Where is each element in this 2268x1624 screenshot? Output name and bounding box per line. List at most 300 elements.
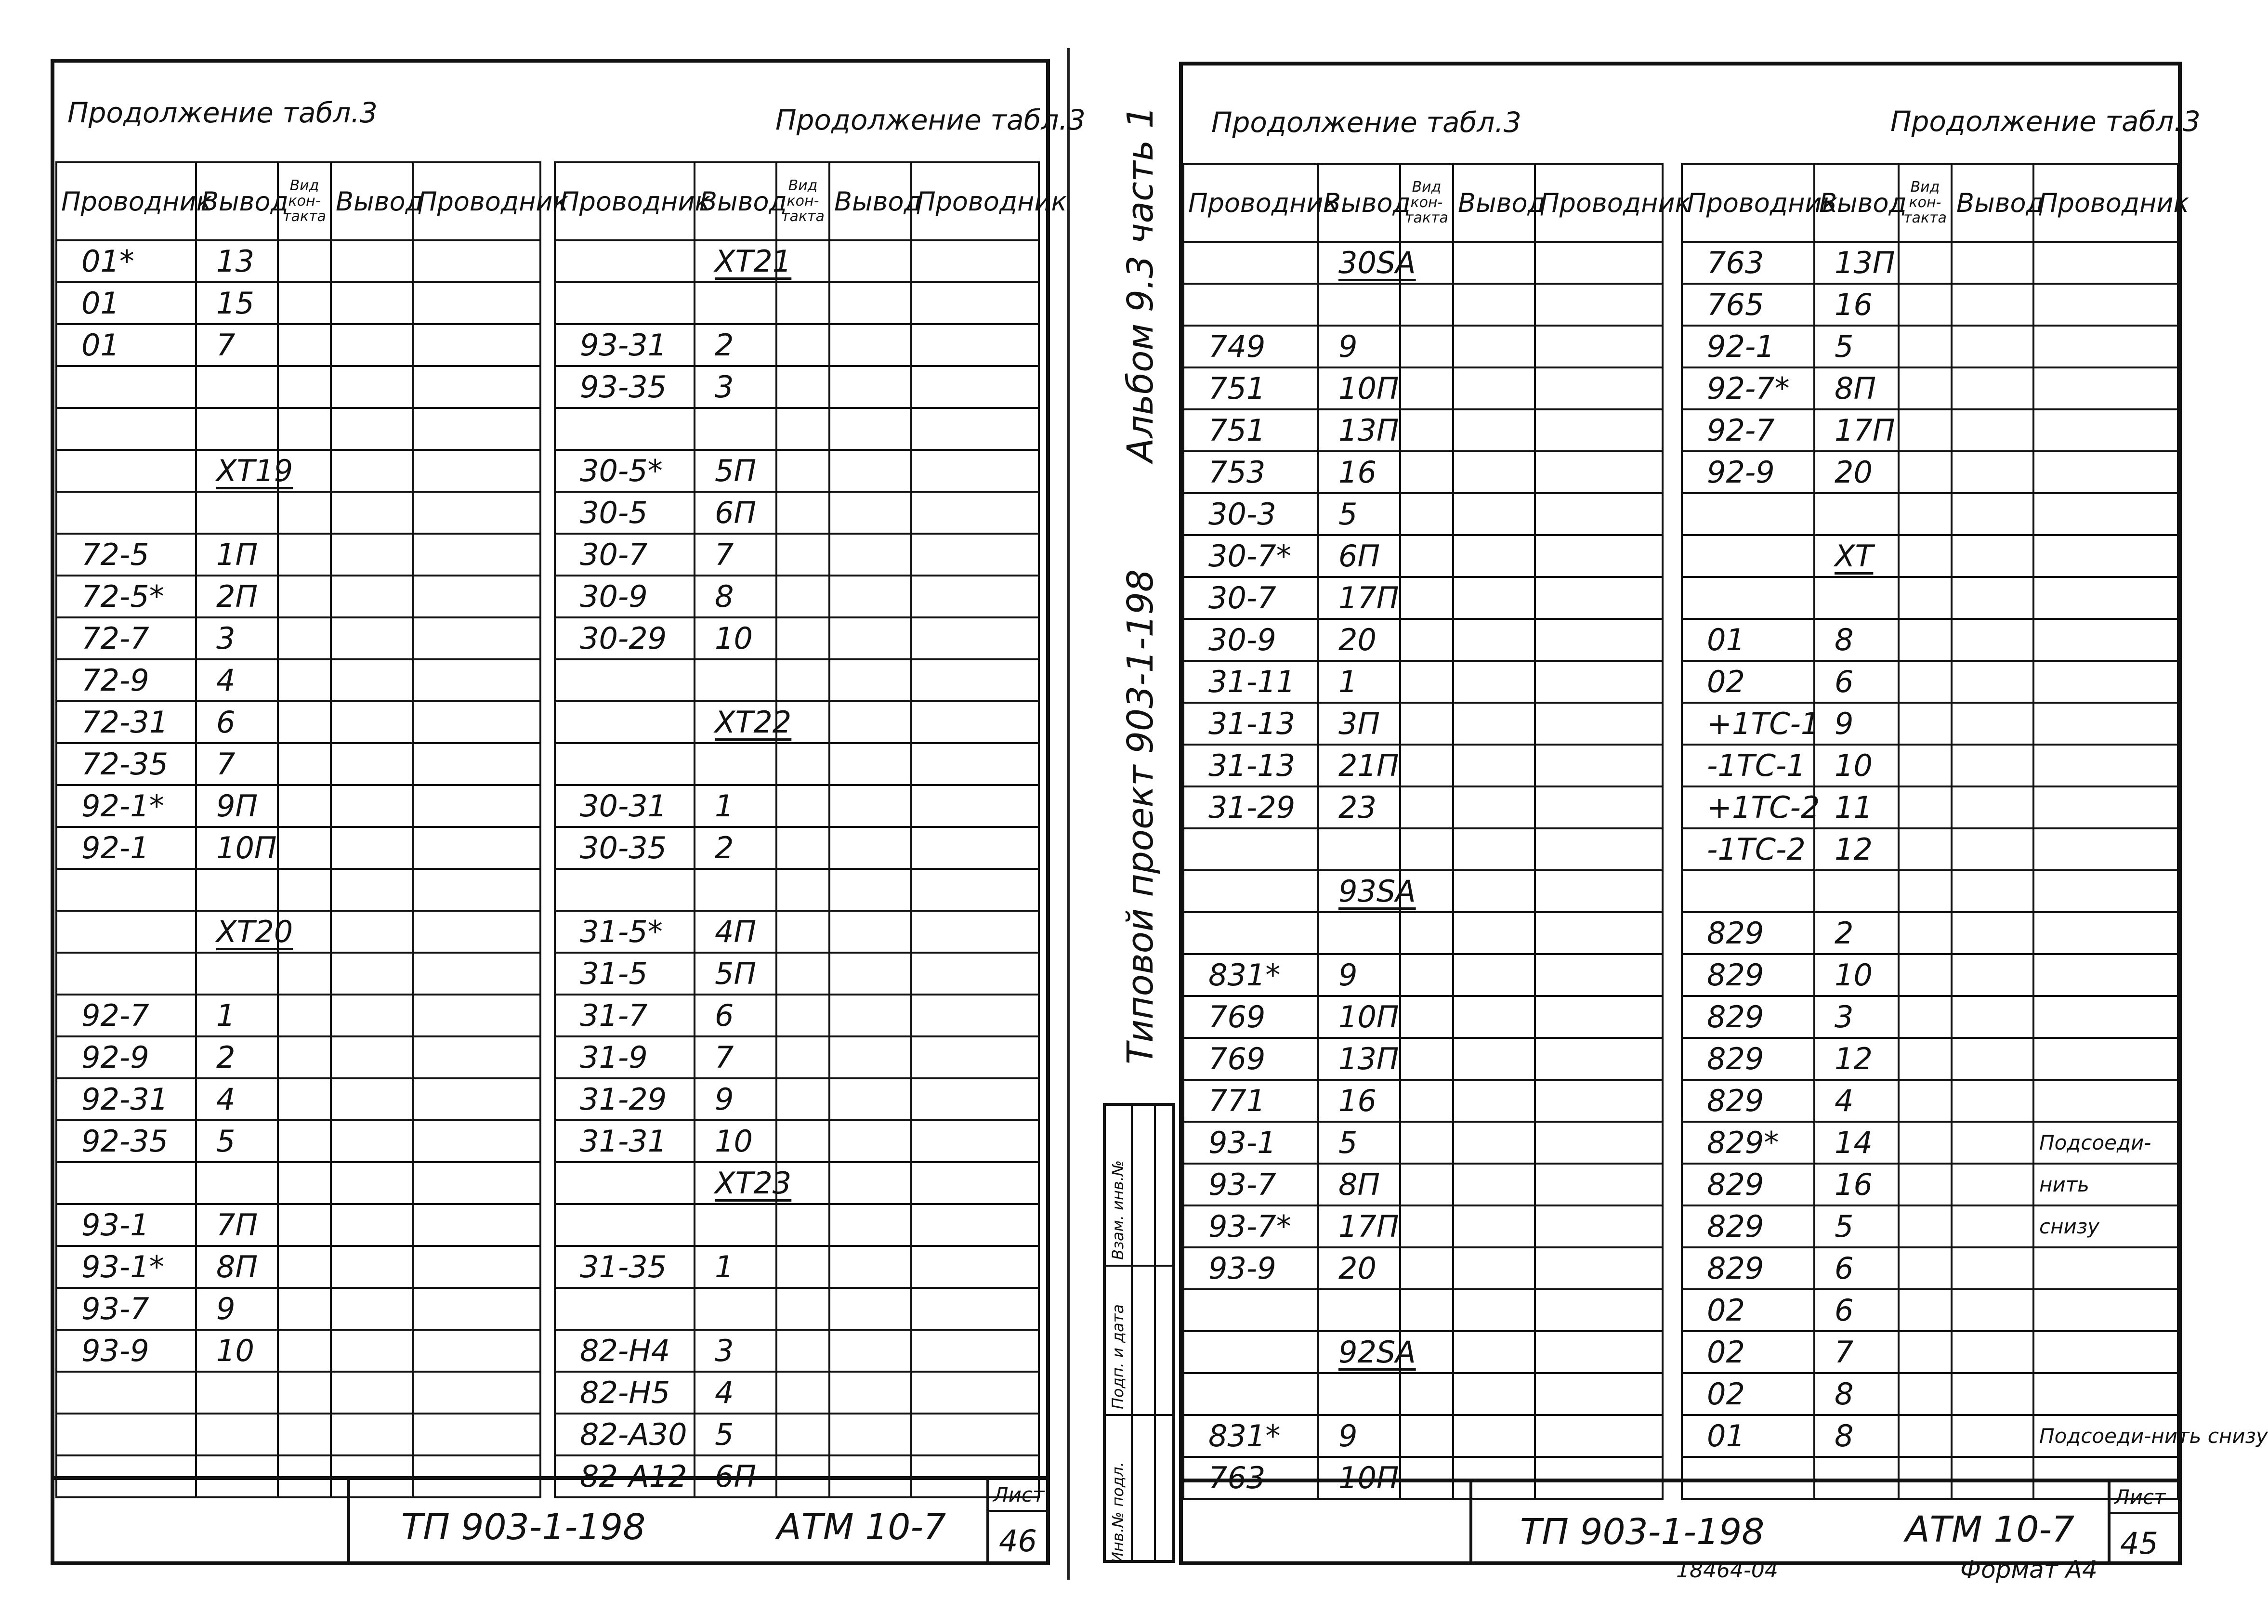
header-terminal: Вывод	[1453, 164, 1535, 242]
cell-conductor	[1183, 535, 1318, 577]
cell-terminal-2	[829, 576, 911, 617]
cell-terminal	[196, 576, 278, 617]
terminal-value: 10	[715, 621, 753, 656]
cell-conductor	[1682, 1247, 1814, 1289]
cell-terminal	[1814, 367, 1899, 409]
cell-conductor	[1682, 1289, 1814, 1331]
cell-conductor	[555, 827, 695, 869]
conductor-value: 31-13	[1208, 706, 1296, 741]
cell-contact-type	[278, 701, 331, 743]
terminal-value: 7	[216, 327, 236, 363]
cell-terminal	[1814, 326, 1899, 367]
cell-contact-type	[1899, 954, 1952, 996]
terminal-value: 1	[1338, 664, 1358, 699]
cell-terminal	[196, 1204, 278, 1246]
table-row	[1183, 451, 1663, 493]
cell-terminal-2	[829, 659, 911, 701]
cell-conductor-2	[2033, 996, 2178, 1038]
cell-contact-type	[1400, 1373, 1453, 1415]
cell-conductor	[56, 995, 196, 1036]
cell-contact-type	[776, 1288, 829, 1330]
terminal-value: XT21	[715, 244, 792, 279]
cell-terminal	[1318, 1373, 1400, 1415]
conductor-value: 01*	[81, 244, 134, 279]
cell-terminal	[1814, 1289, 1899, 1331]
cell-conductor	[1682, 661, 1814, 703]
cell-terminal	[1318, 870, 1416, 912]
cell-terminal-2	[331, 785, 413, 827]
table-row	[555, 1288, 1039, 1330]
cell-conductor	[1183, 996, 1318, 1038]
conductor-value: 31-11	[1208, 664, 1296, 699]
margin-label-replace: Взам. инв.№	[1109, 1160, 1127, 1260]
cell-terminal-2	[1952, 786, 2033, 828]
cell-terminal-2	[1952, 996, 2033, 1038]
cell-contact-type	[776, 995, 829, 1036]
cell-contact-type	[776, 366, 829, 408]
cell-contact-type	[1899, 996, 1952, 1038]
conductor-value: 30-3	[1208, 497, 1276, 532]
cell-conductor-2	[413, 492, 540, 534]
terminal-value: 8	[1835, 1376, 1854, 1412]
conductor-value: 93-35	[580, 369, 667, 405]
cell-conductor-2	[911, 576, 1039, 617]
sheet-label: Лист	[993, 1483, 1045, 1506]
table-row	[56, 534, 540, 576]
table-row	[555, 324, 1039, 366]
table-row	[555, 953, 1039, 995]
project-code: ТП 903-1-198	[401, 1506, 646, 1548]
cell-conductor-2	[2033, 1122, 2178, 1164]
terminal-value: 4	[216, 1082, 236, 1117]
cell-conductor	[1183, 1247, 1318, 1289]
title-block-divider	[1469, 1482, 1472, 1562]
cell-terminal-2	[829, 282, 911, 324]
cell-terminal	[695, 1372, 776, 1414]
cell-terminal-2	[331, 995, 413, 1036]
cell-conductor	[1682, 409, 1814, 451]
cell-terminal	[196, 492, 278, 534]
cell-conductor-2	[2033, 661, 2178, 703]
terminal-value: 15	[216, 286, 254, 321]
cell-terminal-2	[1453, 242, 1535, 284]
table-header-row	[56, 162, 540, 240]
cell-conductor-2	[1535, 1205, 1663, 1247]
terminal-value: 3	[715, 1333, 734, 1368]
table-row	[555, 995, 1039, 1036]
cell-terminal-2	[331, 576, 413, 617]
cell-conductor	[555, 701, 695, 743]
cell-conductor	[1183, 1415, 1318, 1457]
conductor-value: 749	[1208, 329, 1266, 364]
cell-contact-type	[1400, 996, 1453, 1038]
cell-conductor-2	[1535, 619, 1663, 661]
header-terminal: Вывод	[695, 162, 776, 240]
cell-terminal	[196, 995, 278, 1036]
table-row	[1183, 745, 1663, 786]
cell-terminal-2	[829, 1162, 911, 1204]
table-row	[1682, 242, 2178, 284]
cell-terminal-2	[331, 282, 413, 324]
table-row	[1183, 242, 1663, 284]
conductor-value: 31-5*	[580, 914, 663, 949]
table-row	[1183, 1164, 1663, 1205]
cell-conductor-2	[1535, 451, 1663, 493]
terminal-value: 20	[1835, 455, 1873, 490]
cell-terminal	[1318, 661, 1400, 703]
sheet-number-box	[986, 1480, 1049, 1562]
table-row	[555, 911, 1039, 953]
conductor-value: 30-9	[580, 579, 648, 614]
cell-contact-type	[776, 827, 829, 869]
cell-terminal-2	[1952, 367, 2033, 409]
cell-terminal-2	[1952, 703, 2033, 745]
cell-conductor-2	[1535, 1247, 1663, 1289]
cell-conductor	[56, 282, 196, 324]
cell-terminal-2	[829, 1288, 911, 1330]
cell-conductor	[1682, 326, 1814, 367]
table-row	[1682, 284, 2178, 326]
cell-conductor-2	[1535, 912, 1663, 954]
cell-terminal	[1318, 912, 1400, 954]
terminal-value: 16	[1338, 455, 1377, 490]
cell-contact-type	[1899, 493, 1952, 535]
terminal-value: 12	[1835, 832, 1873, 867]
cell-terminal	[196, 743, 278, 785]
cell-conductor	[1183, 1289, 1318, 1331]
conductor-value: 82-А30	[580, 1417, 687, 1452]
cell-terminal-2	[1453, 1415, 1535, 1457]
cell-conductor-2	[911, 1036, 1039, 1078]
terminal-value: 2	[1835, 916, 1854, 951]
cell-contact-type	[1899, 1373, 1952, 1415]
terminal-value: 92SA	[1338, 1335, 1416, 1370]
table-row	[555, 282, 1039, 324]
project-title-vertical: Типовой проект 903-1-198	[1120, 569, 1161, 1064]
note-value: Подсоеди-	[2039, 1131, 2151, 1154]
cell-contact-type	[776, 324, 829, 366]
cell-conductor	[1183, 703, 1318, 745]
cell-conductor-2	[413, 995, 540, 1036]
header-conductor: Проводник	[1183, 164, 1318, 242]
cell-conductor-2	[2033, 954, 2178, 996]
cell-conductor-2	[2033, 703, 2178, 745]
cell-conductor	[1682, 367, 1814, 409]
table-row	[1682, 1038, 2178, 1080]
cell-conductor-2	[1535, 1122, 1663, 1164]
cell-terminal	[1814, 912, 1899, 954]
side-title	[1120, 101, 1173, 1064]
cell-terminal	[695, 1330, 776, 1372]
cell-terminal	[695, 659, 776, 701]
header-conductor: Проводник	[911, 162, 1039, 240]
terminal-value: 9	[1338, 957, 1358, 993]
terminal-value: 10	[216, 1333, 254, 1368]
cell-terminal	[196, 1078, 278, 1120]
cell-contact-type	[1899, 1038, 1952, 1080]
cell-terminal	[1814, 661, 1899, 703]
terminal-value: 5	[1835, 329, 1854, 364]
cell-conductor-2	[2033, 1331, 2178, 1373]
cell-conductor	[56, 701, 196, 743]
cell-terminal-2	[829, 1036, 911, 1078]
cell-contact-type	[1899, 1247, 1952, 1289]
cell-conductor	[555, 492, 695, 534]
table-row	[56, 1288, 540, 1330]
table-row	[1183, 326, 1663, 367]
cell-contact-type	[1400, 619, 1453, 661]
table-row	[1682, 1331, 2178, 1373]
cell-contact-type	[1400, 1415, 1453, 1457]
conductor-value: 30-5	[580, 495, 648, 530]
table-row	[56, 1162, 540, 1204]
conductor-value: 93-7	[1208, 1167, 1276, 1202]
terminal-value: 16	[1835, 287, 1873, 322]
cell-conductor-2	[911, 1246, 1039, 1288]
cell-terminal	[196, 1414, 278, 1455]
table-row	[56, 995, 540, 1036]
cell-contact-type	[776, 911, 829, 953]
cell-contact-type	[1400, 577, 1453, 619]
cell-terminal	[695, 282, 776, 324]
cell-terminal-2	[1453, 1122, 1535, 1164]
cell-conductor-2	[911, 995, 1039, 1036]
table-row	[1183, 703, 1663, 745]
cell-terminal-2	[829, 534, 911, 576]
cell-contact-type	[776, 869, 829, 911]
conductor-value: 92-35	[81, 1124, 169, 1159]
conductor-value: 751	[1208, 413, 1266, 448]
cell-terminal	[1814, 493, 1899, 535]
continuation-label-left-a: Продолжение табл.3	[67, 96, 378, 129]
conductor-value: 82-Н4	[580, 1333, 670, 1368]
cell-conductor	[1183, 661, 1318, 703]
cell-contact-type	[1899, 745, 1952, 786]
table-row	[555, 492, 1039, 534]
cell-contact-type	[1400, 1122, 1453, 1164]
table-row	[56, 1120, 540, 1162]
cell-conductor-2	[413, 1246, 540, 1288]
cell-conductor-2	[1535, 661, 1663, 703]
cell-contact-type	[1899, 828, 1952, 870]
cell-conductor	[1183, 745, 1318, 786]
cell-conductor	[1682, 619, 1814, 661]
cell-terminal-2	[331, 659, 413, 701]
cell-conductor	[56, 324, 196, 366]
cell-contact-type	[1899, 870, 1952, 912]
cell-terminal	[1318, 1080, 1400, 1122]
table-row	[1183, 1205, 1663, 1247]
table-row	[56, 701, 540, 743]
cell-conductor	[555, 1246, 695, 1288]
cell-conductor-2	[413, 408, 540, 450]
header-terminal: Вывод	[196, 162, 278, 240]
terminal-value: 16	[1835, 1167, 1873, 1202]
cell-conductor	[56, 911, 196, 953]
cell-terminal	[1318, 786, 1400, 828]
cell-contact-type	[776, 576, 829, 617]
cell-terminal-2	[829, 995, 911, 1036]
cell-conductor-2	[2033, 912, 2178, 954]
cell-conductor	[555, 995, 695, 1036]
table-row	[1183, 284, 1663, 326]
conductor-value: 30-5*	[580, 453, 663, 488]
cell-contact-type	[278, 995, 331, 1036]
cell-terminal	[1814, 535, 1899, 577]
cell-terminal	[1318, 1164, 1400, 1205]
cell-conductor-2	[1535, 996, 1663, 1038]
cell-contact-type	[278, 1162, 331, 1204]
table-row	[56, 492, 540, 534]
table-row	[555, 827, 1039, 869]
cell-conductor	[1682, 1038, 1814, 1080]
cell-conductor-2	[1535, 786, 1663, 828]
terminal-value: 1	[216, 998, 236, 1033]
conductor-value: 92-7	[81, 998, 149, 1033]
cell-terminal-2	[1453, 1331, 1535, 1373]
cell-conductor	[56, 450, 196, 492]
cell-conductor	[56, 534, 196, 576]
cell-conductor	[555, 576, 695, 617]
table-row	[56, 1330, 540, 1372]
cell-terminal	[695, 534, 776, 576]
terminal-value: 6П	[715, 1459, 757, 1494]
conductor-value: 831*	[1208, 1418, 1281, 1454]
cell-terminal	[695, 785, 776, 827]
cell-conductor-2	[1535, 954, 1663, 996]
conductor-value: 93-1	[1208, 1125, 1276, 1160]
conductor-value: 829	[1707, 1083, 1764, 1118]
cell-conductor-2	[2033, 828, 2178, 870]
header-conductor: Проводник	[1535, 164, 1663, 242]
cell-conductor	[1183, 1038, 1318, 1080]
cell-terminal	[1814, 1080, 1899, 1122]
cell-conductor-2	[2033, 284, 2178, 326]
cell-terminal-2	[1952, 577, 2033, 619]
cell-conductor-2	[911, 1078, 1039, 1120]
table-row	[555, 576, 1039, 617]
conductor-value: 02	[1707, 1376, 1745, 1412]
connection-table-right-a	[1182, 163, 1691, 1500]
conductor-value: 31-29	[580, 1082, 667, 1117]
terminal-value: 8	[1835, 1418, 1854, 1454]
terminal-value: 93SA	[1338, 874, 1416, 909]
cell-terminal-2	[1453, 1205, 1535, 1247]
table-row	[555, 1036, 1039, 1078]
header-conductor: Проводник	[413, 162, 540, 240]
cell-conductor	[1183, 242, 1318, 284]
cell-terminal	[196, 869, 278, 911]
cell-contact-type	[278, 324, 331, 366]
terminal-value: 6	[1835, 1293, 1854, 1328]
cell-terminal-2	[1453, 870, 1535, 912]
table-row	[1682, 745, 2178, 786]
cell-contact-type	[278, 659, 331, 701]
cell-conductor-2	[911, 743, 1039, 785]
conductor-value: 72-31	[81, 705, 169, 740]
terminal-value: 6П	[1338, 538, 1380, 574]
table-row	[1183, 1289, 1663, 1331]
cell-conductor-2	[413, 576, 540, 617]
terminal-value: 17П	[1338, 580, 1399, 616]
cell-contact-type	[1400, 786, 1453, 828]
cell-conductor-2	[2033, 1038, 2178, 1080]
terminal-value: 10П	[1338, 371, 1399, 406]
table-row	[1682, 326, 2178, 367]
cell-terminal-2	[331, 1036, 413, 1078]
table-row	[1682, 619, 2178, 661]
cell-contact-type	[278, 1372, 331, 1414]
terminal-value: 20	[1338, 622, 1377, 657]
cell-conductor	[56, 492, 196, 534]
cell-conductor-2	[2033, 1373, 2178, 1415]
cell-conductor	[56, 659, 196, 701]
terminal-value: 6	[1835, 664, 1854, 699]
table-row	[555, 1204, 1039, 1246]
cell-conductor-2	[413, 1288, 540, 1330]
cell-contact-type	[278, 492, 331, 534]
cell-conductor-2	[1535, 367, 1663, 409]
cell-contact-type	[776, 1204, 829, 1246]
table-row	[1183, 1247, 1663, 1289]
header-contact-type: Вид кон-такта	[776, 162, 829, 240]
cell-terminal	[1318, 1331, 1416, 1373]
conductor-value: +1TC-1	[1707, 706, 1820, 741]
cell-terminal	[1814, 1247, 1899, 1289]
cell-conductor	[1183, 619, 1318, 661]
cell-contact-type	[278, 282, 331, 324]
cell-conductor-2	[413, 617, 540, 659]
cell-terminal-2	[331, 492, 413, 534]
cell-contact-type	[1400, 745, 1453, 786]
conductor-value: 93-1	[81, 1207, 149, 1243]
terminal-value: 9	[216, 1291, 236, 1326]
cell-terminal-2	[829, 869, 911, 911]
cell-contact-type	[278, 1204, 331, 1246]
table-header-row	[555, 162, 1039, 240]
terminal-value: 13П	[1338, 413, 1399, 448]
cell-terminal-2	[1453, 1164, 1535, 1205]
terminal-value: 1	[715, 788, 734, 824]
table-row	[56, 450, 540, 492]
cell-conductor	[555, 869, 695, 911]
terminal-value: 1П	[216, 537, 258, 572]
cell-conductor	[1183, 1373, 1318, 1415]
conductor-value: 72-35	[81, 747, 169, 782]
cell-conductor-2	[413, 324, 540, 366]
terminal-value: XT20	[216, 914, 293, 949]
cell-conductor	[1183, 1080, 1318, 1122]
cell-terminal-2	[331, 1204, 413, 1246]
table-row	[56, 827, 540, 869]
archive-number: 18464-04	[1676, 1558, 1778, 1583]
cell-conductor	[1183, 493, 1318, 535]
cell-terminal	[196, 1330, 278, 1372]
margin-label-sign: Подп. и дата	[1109, 1304, 1127, 1409]
cell-terminal-2	[1952, 1415, 2033, 1457]
table-row	[1682, 409, 2178, 451]
cell-terminal	[695, 869, 776, 911]
cell-terminal-2	[1952, 1038, 2033, 1080]
cell-terminal-2	[829, 953, 911, 995]
cell-contact-type	[1899, 451, 1952, 493]
cell-terminal	[695, 1288, 776, 1330]
conductor-value: 72-5	[81, 537, 149, 572]
header-contact-type: Вид кон-такта	[1400, 164, 1453, 242]
cell-conductor-2	[1535, 870, 1663, 912]
cell-conductor-2	[911, 1330, 1039, 1372]
cell-contact-type	[776, 1036, 829, 1078]
